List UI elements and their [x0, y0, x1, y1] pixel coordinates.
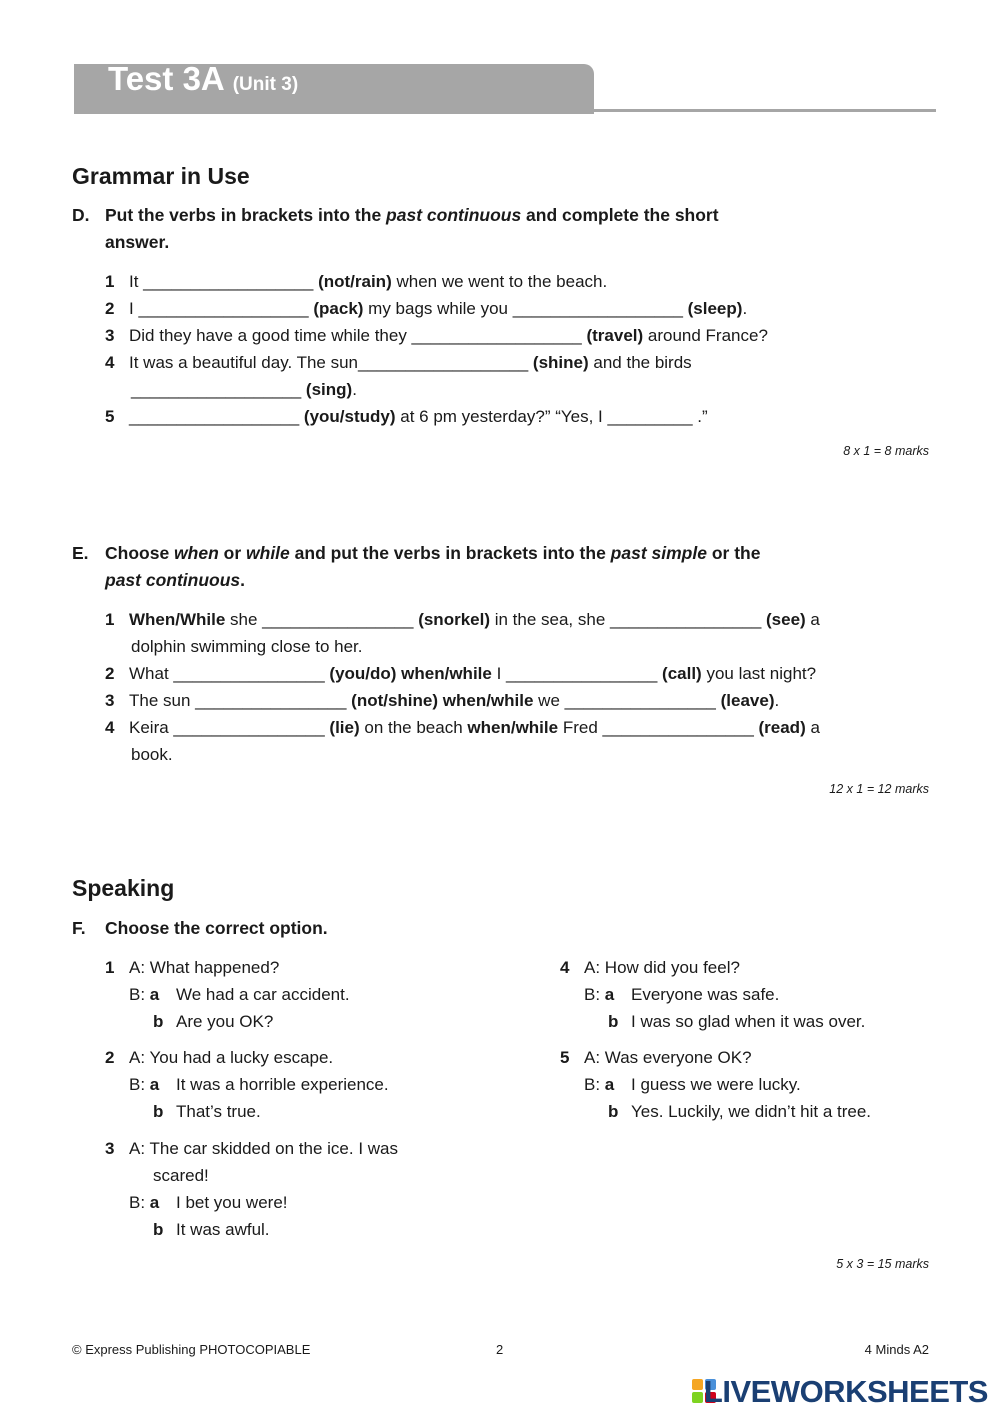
verb-hint: When/While — [129, 610, 226, 629]
verb-hint: (you/do) when/while — [329, 664, 492, 683]
q1-option-a[interactable]: We had a car accident. — [176, 985, 350, 1004]
speaker-b: B: — [129, 1075, 146, 1094]
q2-opt-a — [129, 1075, 159, 1095]
verb-hint: (call) — [662, 664, 702, 683]
item-number: 4 — [105, 353, 115, 372]
marks-e: 12 x 1 = 12 marks — [829, 782, 929, 796]
instr-e: past simple — [610, 543, 707, 563]
test-title — [108, 60, 298, 98]
q5-opt-a — [584, 1075, 614, 1095]
instr-e: while — [246, 543, 290, 563]
q4-opt-a — [584, 985, 614, 1005]
instr-e: or — [218, 543, 247, 563]
q4-option-b[interactable]: I was so glad when it was over. — [631, 1012, 866, 1031]
instr-e: past continuous — [105, 570, 241, 590]
speaker-a: A: — [584, 958, 601, 977]
item-text: a — [805, 610, 820, 629]
prompt-text: You had a lucky escape. — [149, 1048, 334, 1067]
footer-page-number: 2 — [496, 1342, 504, 1357]
item-number: 3 — [105, 326, 115, 345]
q5-option-a[interactable]: I guess we were lucky. — [631, 1075, 801, 1094]
speaker-a: A: — [129, 1139, 146, 1158]
item-text: she ________________ — [225, 610, 419, 629]
item-number: 4 — [105, 718, 115, 737]
item-text: dolphin swimming close to her. — [131, 637, 363, 656]
item-text: I ________________ — [491, 664, 663, 683]
footer-copyright: © Express Publishing PHOTOCOPIABLE — [72, 1342, 311, 1357]
item-number: 3 — [105, 1139, 115, 1158]
speaker-b: B: — [129, 1193, 146, 1212]
item-number: 1 — [105, 610, 115, 629]
speaker-a: A: — [584, 1048, 601, 1067]
q1-option-b[interactable]: Are you OK? — [176, 1012, 274, 1031]
item-text: my bags while you __________________ — [363, 299, 688, 318]
marks-f: 5 x 3 = 15 marks — [836, 1257, 929, 1271]
verb-hint: (travel) — [586, 326, 644, 345]
option-letter: b — [608, 1102, 619, 1121]
q3-option-b[interactable]: It was awful. — [176, 1220, 270, 1239]
q3-option-a[interactable]: I bet you were! — [176, 1193, 288, 1212]
item-number: 1 — [105, 272, 115, 291]
liveworksheets-brand[interactable]: LIVEWORKSHEETS — [703, 1374, 988, 1409]
q3-a-text — [129, 1139, 398, 1159]
speaker-b: B: — [584, 1075, 601, 1094]
verb-hint: (sing) — [305, 380, 353, 399]
item-text: What ________________ — [129, 664, 330, 683]
footer-book-title: 4 Minds A2 — [864, 1342, 929, 1357]
test-title-main: Test 3A — [108, 60, 224, 97]
option-letter: a — [149, 1193, 160, 1212]
option-letter: b — [153, 1012, 164, 1031]
prompt-text: How did you feel? — [604, 958, 740, 977]
q2-option-b[interactable]: That’s true. — [176, 1102, 261, 1121]
q4-a-text — [584, 958, 740, 978]
prompt-text: The car skidded on the ice. I was — [149, 1139, 399, 1158]
prompt-text: scared! — [153, 1166, 209, 1185]
item-text: on the beach — [359, 718, 468, 737]
grammar-heading: Grammar in Use — [72, 163, 250, 189]
q5-a-text — [584, 1048, 752, 1068]
option-letter: a — [149, 1075, 160, 1094]
item-text: Fred ________________ — [558, 718, 759, 737]
instr-d-c: answer. — [105, 232, 170, 252]
verb-hint: (see) — [766, 610, 806, 629]
instr-d-b: and complete the short — [521, 205, 719, 225]
instr-e: or the — [706, 543, 761, 563]
instr-e: Choose — [105, 543, 175, 563]
item-text: book. — [131, 745, 173, 764]
q1-opt-a — [129, 985, 159, 1005]
prompt-text: Was everyone OK? — [604, 1048, 752, 1067]
speaker-b: B: — [129, 985, 146, 1004]
item-text: Keira ________________ — [129, 718, 330, 737]
item-number: 4 — [560, 958, 570, 977]
verb-hint: (read) — [758, 718, 806, 737]
verb-hint: (sleep) — [687, 299, 743, 318]
item-text: __________________ — [131, 380, 306, 399]
q2-a-text — [129, 1048, 333, 1068]
option-letter: a — [604, 985, 615, 1004]
item-text: and the birds — [588, 353, 692, 372]
item-number: 5 — [105, 407, 115, 426]
header-rule — [594, 109, 936, 112]
verb-hint: (not/rain) — [318, 272, 392, 291]
item-number: 5 — [560, 1048, 570, 1067]
item-text: around France? — [643, 326, 768, 345]
instr-e: . — [240, 570, 246, 590]
item-number: 3 — [105, 691, 115, 710]
q4-option-a[interactable]: Everyone was safe. — [631, 985, 780, 1004]
q1-a — [105, 958, 114, 978]
verb-hint: (shine) — [532, 353, 589, 372]
label-d: D. — [72, 205, 90, 225]
item-number: 2 — [105, 299, 115, 318]
item-text: Did they have a good time while they __________________ — [129, 326, 587, 345]
option-letter: b — [153, 1102, 164, 1121]
verb-hint: (snorkel) — [418, 610, 490, 629]
item-number: 1 — [105, 958, 115, 977]
q1-a-text — [129, 958, 279, 978]
item-text: in the sea, she ________________ — [489, 610, 767, 629]
label-e: E. — [72, 543, 89, 563]
item-text: It __________________ — [129, 272, 319, 291]
item-text: I __________________ — [129, 299, 314, 318]
marks-d: 8 x 1 = 8 marks — [843, 444, 929, 458]
instr-d-em: past continuous — [386, 205, 522, 225]
verb-hint: (pack) — [313, 299, 364, 318]
speaker-a: A: — [129, 958, 146, 977]
speaker-a: A: — [129, 1048, 146, 1067]
instruction-e — [72, 540, 760, 594]
item-text: at 6 pm yesterday?” “Yes, I _________ .” — [395, 407, 708, 426]
item-text: It was a beautiful day. The sun__________________ — [129, 353, 533, 372]
verb-hint: (not/shine) when/while — [351, 691, 534, 710]
item-text: . — [352, 380, 357, 399]
item-text: you last night? — [701, 664, 817, 683]
item-text: . — [742, 299, 748, 318]
item-number: 2 — [105, 664, 115, 683]
item-number: 2 — [105, 1048, 115, 1067]
option-letter: a — [149, 985, 160, 1004]
verb-hint: (lie) — [329, 718, 360, 737]
item-text: we ________________ — [533, 691, 721, 710]
option-letter: a — [604, 1075, 615, 1094]
speaking-heading: Speaking — [72, 875, 175, 901]
item-text: The sun ________________ — [129, 691, 352, 710]
item-text: . — [774, 691, 780, 710]
instr-e: when — [174, 543, 219, 563]
item-text: a — [805, 718, 820, 737]
prompt-text: What happened? — [149, 958, 280, 977]
instr-f: Choose the correct option. — [105, 918, 328, 938]
instr-d-a: Put the verbs in brackets into the — [105, 205, 387, 225]
option-letter: b — [608, 1012, 619, 1031]
instruction-f — [72, 915, 328, 942]
test-unit: (Unit 3) — [232, 74, 299, 95]
speaker-b: B: — [584, 985, 601, 1004]
option-letter: b — [153, 1220, 164, 1239]
verb-hint: (you/study) — [303, 407, 396, 426]
q3-opt-a — [129, 1193, 159, 1213]
instruction-d — [72, 202, 719, 256]
label-f: F. — [72, 918, 86, 938]
verb-hint: when/while — [467, 718, 559, 737]
verb-hint: (leave) — [720, 691, 775, 710]
q5-option-b[interactable]: Yes. Luckily, we didn’t hit a tree. — [631, 1102, 872, 1121]
item-text: when we went to the beach. — [391, 272, 608, 291]
q2-option-a[interactable]: It was a horrible experience. — [176, 1075, 389, 1094]
instr-e: and put the verbs in brackets into the — [289, 543, 611, 563]
item-text: __________________ — [129, 407, 304, 426]
